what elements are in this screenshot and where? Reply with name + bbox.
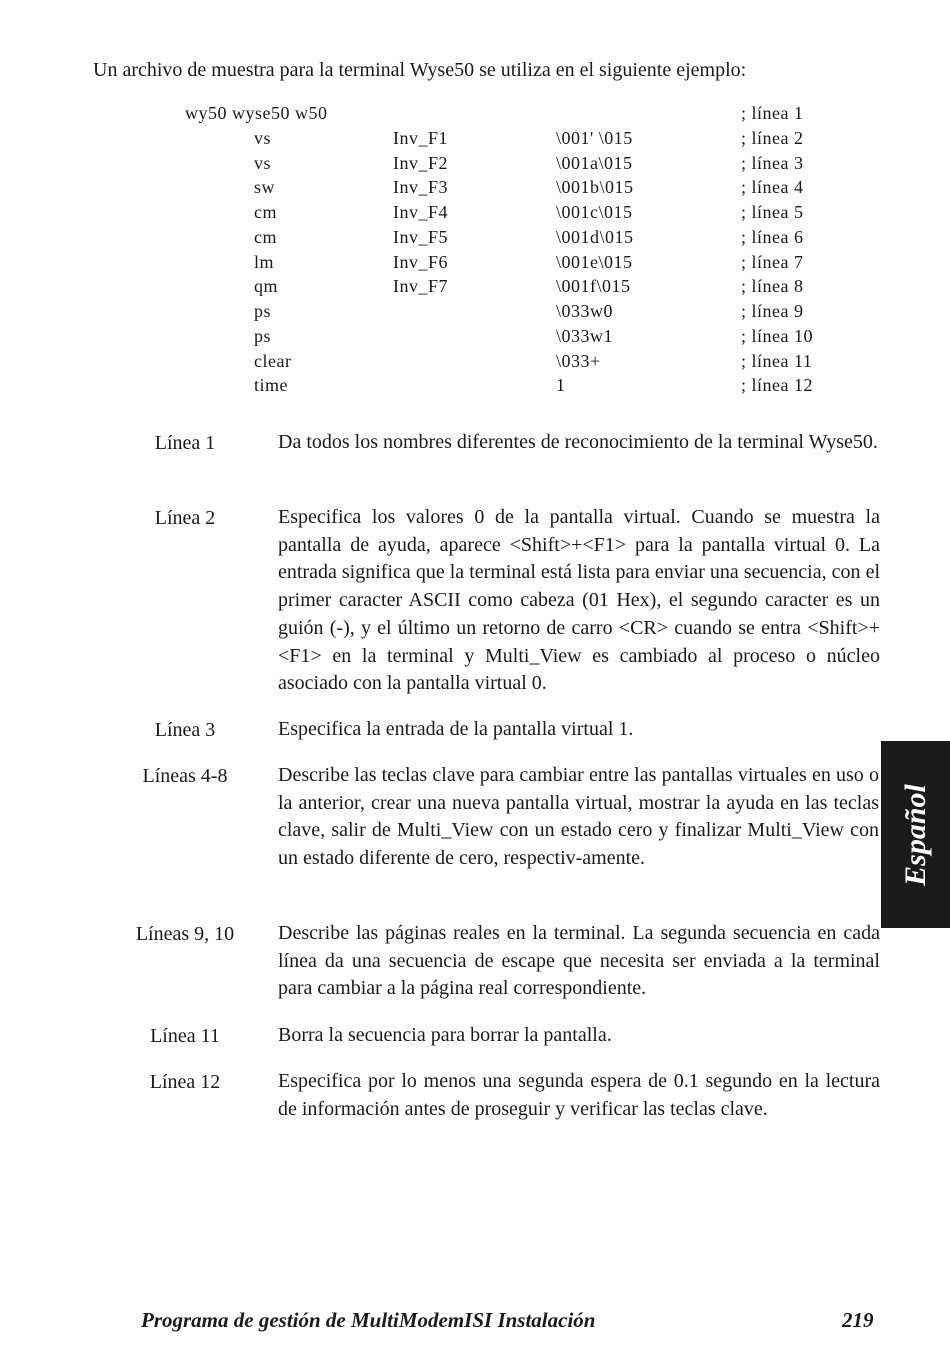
code-sequence: \001e\015 — [556, 252, 633, 272]
code-command: cm — [254, 202, 277, 222]
code-sequence: \001c\015 — [556, 202, 633, 222]
code-sequence: \001f\015 — [556, 276, 631, 296]
description-text: Da todos los nombres diferentes de reconocimiento de la terminal Wyse50. — [278, 431, 878, 453]
description-text: Describe las teclas clave para cambiar entre las pantallas virtuales en uso o la anterior, crear una nueva pantalla virtual, mostrar la ayuda en las teclas clave, salir de Multi_View con un estado cero y finalizar Multi_View con un estado diferente de cero, respectiv-amente. — [278, 764, 879, 870]
code-header-row — [0, 101, 950, 125]
code-command: qm — [254, 276, 279, 296]
intro-paragraph: Un archivo de muestra para la terminal Wyse50 se utiliza en el siguiente ejemplo: — [93, 59, 747, 81]
footer-title: Programa de gestión de MultiModemISI Instalación — [141, 1308, 596, 1332]
code-command: time — [254, 375, 288, 395]
code-row — [0, 250, 950, 274]
description-label: Línea 3 — [154, 719, 216, 741]
code-comment: ; línea 6 — [741, 227, 804, 247]
description-label: Línea 1 — [154, 432, 216, 454]
code-comment: ; línea 4 — [741, 177, 804, 197]
code-command: ps — [254, 326, 272, 346]
code-sequence: \033+ — [556, 351, 601, 371]
code-sequence: \033w0 — [556, 301, 613, 321]
code-row — [0, 200, 950, 224]
code-comment: ; línea 12 — [741, 375, 813, 395]
code-command: sw — [254, 177, 276, 197]
code-comment: ; línea 10 — [741, 326, 813, 346]
code-terminal-names: wy50 wyse50 w50 — [185, 103, 328, 123]
code-sequence: \001a\015 — [556, 153, 633, 173]
code-sequence: \001' \015 — [556, 128, 633, 148]
code-row — [0, 373, 950, 397]
code-command: vs — [254, 128, 272, 148]
description-text: Describe las páginas reales en la terminal. La segunda secuencia en cada línea da una secuencia de escape que necesita ser enviada a la terminal para cambiar a la página real correspondiente. — [278, 922, 880, 1000]
description-label: Líneas 4-8 — [142, 765, 228, 787]
language-tab — [881, 741, 950, 928]
page-footer — [0, 1308, 950, 1340]
code-command: ps — [254, 301, 272, 321]
code-sequence: 1 — [556, 375, 566, 395]
code-row — [0, 324, 950, 348]
code-key: Inv_F6 — [393, 252, 449, 272]
code-command: clear — [254, 351, 292, 371]
code-row — [0, 151, 950, 175]
code-comment: ; línea 11 — [741, 351, 813, 371]
code-key: Inv_F5 — [393, 227, 449, 247]
description-label: Línea 12 — [149, 1071, 221, 1093]
code-row — [0, 274, 950, 298]
code-sequence: \033w1 — [556, 326, 613, 346]
code-sample — [0, 0, 950, 410]
code-command: cm — [254, 227, 277, 247]
code-row — [0, 225, 950, 249]
code-comment: ; línea 5 — [741, 202, 804, 222]
code-row — [0, 349, 950, 373]
description-label: Líneas 9, 10 — [135, 923, 235, 945]
code-key: Inv_F2 — [393, 153, 449, 173]
code-sequence: \001d\015 — [556, 227, 634, 247]
description-text: Especifica la entrada de la pantalla virtual 1. — [278, 718, 634, 740]
code-row — [0, 126, 950, 150]
code-key: Inv_F1 — [393, 128, 449, 148]
code-comment: ; línea 2 — [741, 128, 804, 148]
code-key: Inv_F4 — [393, 202, 449, 222]
description-label: Línea 11 — [150, 1025, 220, 1047]
code-comment: ; línea 7 — [741, 252, 804, 272]
description-text: Borra la secuencia para borrar la pantalla. — [278, 1024, 612, 1046]
code-row — [0, 299, 950, 323]
code-key: Inv_F7 — [393, 276, 449, 296]
description-label: Línea 2 — [154, 507, 216, 529]
code-comment: ; línea 1 — [741, 103, 804, 123]
description-text: Especifica los valores 0 de la pantalla virtual. Cuando se muestra la pantalla de ayuda, aparece <Shift>+<F1> para la pantalla virtual 0. La entrada significa que la terminal está lista para enviar una secuencia, con el primer caracter ASCII como cabeza (01 Hex), el segundo caracter es un guión (-), y el último un retorno de carro <CR> cuando se entra <Shift>+<F1> en la terminal y Multi_View es cambiado al proceso o núcleo asociado con la pantalla virtual 0. — [278, 506, 880, 695]
page-number: 219 — [842, 1308, 874, 1332]
code-comment: ; línea 9 — [741, 301, 804, 321]
code-sequence: \001b\015 — [556, 177, 634, 197]
code-comment: ; línea 8 — [741, 276, 804, 296]
code-command: lm — [254, 252, 275, 272]
code-comment: ; línea 3 — [741, 153, 804, 173]
description-text: Especifica por lo menos una segunda espera de 0.1 segundo en la lectura de información antes de proseguir y verificar las teclas clave. — [278, 1070, 880, 1120]
code-command: vs — [254, 153, 272, 173]
code-row — [0, 175, 950, 199]
code-key: Inv_F3 — [393, 177, 449, 197]
language-tab-label: Español — [898, 783, 932, 886]
